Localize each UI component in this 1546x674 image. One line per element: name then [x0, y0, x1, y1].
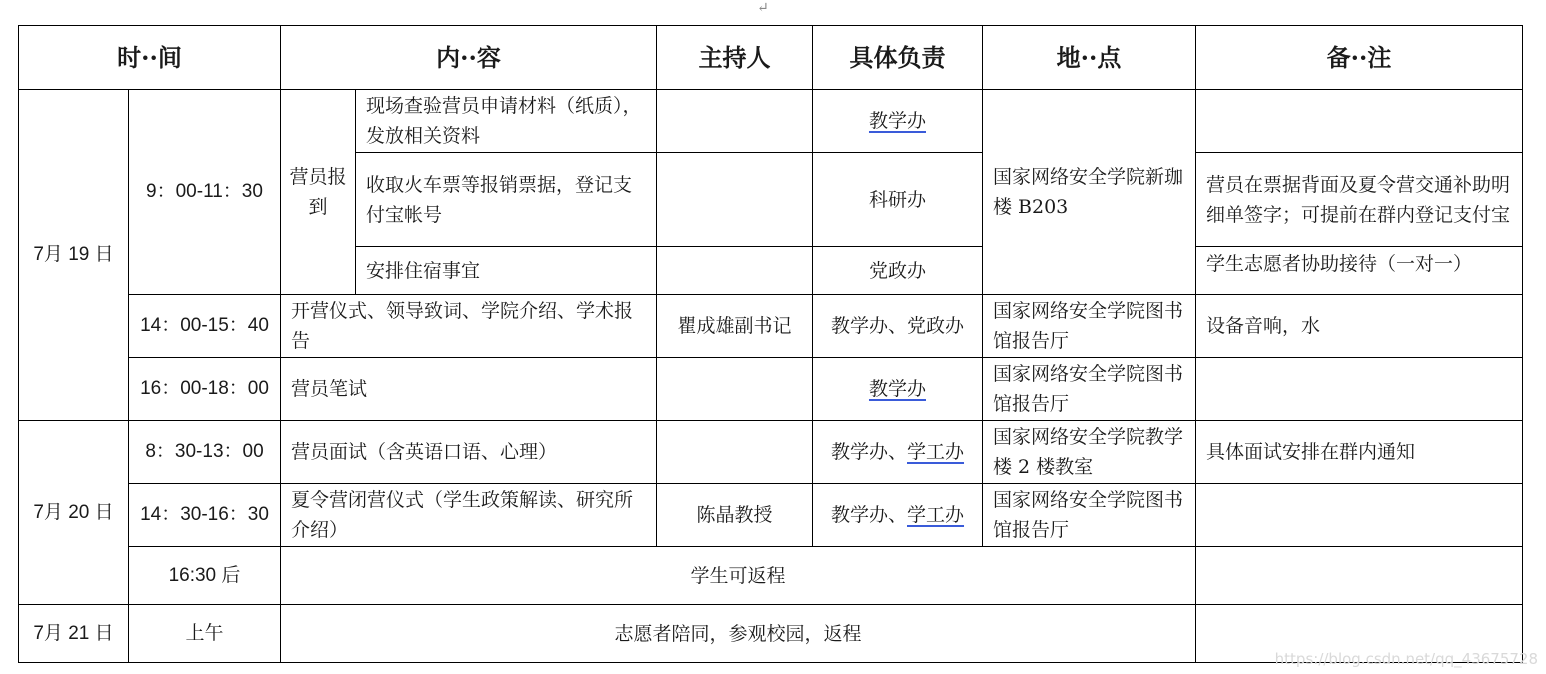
responsible-cell: 科研办: [813, 153, 983, 247]
note-cell: [1196, 358, 1523, 421]
host-cell: 瞿成雄副书记: [657, 295, 813, 358]
table-row: [19, 421, 1523, 484]
watermark: https://blog.csdn.net/qq_43675728: [1274, 650, 1538, 668]
header-time: 时··间: [19, 26, 281, 90]
note-cell: [1196, 484, 1523, 547]
date-cell-jul21: 7月 21 日: [19, 605, 129, 663]
responsible-text: 教学办、: [830, 504, 907, 526]
table-row: [19, 547, 1523, 605]
content-cell: 学生可返程: [281, 547, 1196, 605]
header-content: 内··容: [281, 26, 657, 90]
responsible-text: 教学办、: [830, 441, 907, 463]
location-cell: 国家网络安全学院图书馆报告厅: [983, 295, 1196, 358]
responsible-cell: [813, 90, 983, 153]
host-cell: [657, 247, 813, 295]
responsible-cell: [813, 421, 983, 484]
location-cell: 国家网络安全学院图书馆报告厅: [983, 358, 1196, 421]
content-cell: 志愿者陪同，参观校园，返程: [281, 605, 1196, 663]
header-notes: 备··注: [1196, 26, 1523, 90]
note-cell: 学生志愿者协助接待（一对一）: [1196, 247, 1523, 295]
table-row: [19, 90, 1523, 153]
responsible-text-underlined: 学工办: [907, 441, 965, 463]
registration-group-cell: 营员报到: [281, 90, 356, 295]
host-cell: [657, 358, 813, 421]
location-cell: 国家网络安全学院新珈楼 B203: [983, 90, 1196, 295]
time-cell: 上午: [129, 605, 281, 663]
content-cell: 夏令营闭营仪式（学生政策解读、研究所介绍）: [281, 484, 657, 547]
time-cell: 16:30 后: [129, 547, 281, 605]
time-cell: 14：00-15：40: [129, 295, 281, 358]
note-cell: [1196, 547, 1523, 605]
responsible-text: 教学办: [868, 110, 926, 132]
time-cell: 14：30-16：30: [129, 484, 281, 547]
responsible-cell: [813, 358, 983, 421]
responsible-text: 教学办: [868, 378, 926, 400]
location-cell: 国家网络安全学院教学楼 2 楼教室: [983, 421, 1196, 484]
time-cell: 9：00-11：30: [129, 90, 281, 295]
host-cell: 陈晶教授: [657, 484, 813, 547]
responsible-cell: 教学办、党政办: [813, 295, 983, 358]
content-cell: 营员笔试: [281, 358, 657, 421]
note-cell: 具体面试安排在群内通知: [1196, 421, 1523, 484]
responsible-text-underlined: 学工办: [907, 504, 965, 526]
note-cell: 设备音响，水: [1196, 295, 1523, 358]
time-cell: 16：00-18：00: [129, 358, 281, 421]
host-cell: [657, 90, 813, 153]
header-row: [19, 26, 1523, 90]
schedule-table: [18, 25, 1523, 663]
content-cell: 收取火车票等报销票据，登记支付宝帐号: [356, 153, 657, 247]
date-cell-jul19: 7月 19 日: [19, 90, 129, 421]
responsible-cell: [813, 484, 983, 547]
header-location: 地··点: [983, 26, 1196, 90]
table-row: [19, 358, 1523, 421]
content-cell: 营员面试（含英语口语、心理）: [281, 421, 657, 484]
table-row: [19, 295, 1523, 358]
note-cell: [1196, 90, 1523, 153]
paragraph-mark: ↵: [757, 0, 769, 16]
content-cell: 开营仪式、领导致词、学院介绍、学术报告: [281, 295, 657, 358]
location-cell: 国家网络安全学院图书馆报告厅: [983, 484, 1196, 547]
responsible-cell: 党政办: [813, 247, 983, 295]
date-cell-jul20: 7月 20 日: [19, 421, 129, 605]
header-responsible: 具体负责: [813, 26, 983, 90]
table-row: [19, 484, 1523, 547]
content-cell: 安排住宿事宜: [356, 247, 657, 295]
content-cell: 现场查验营员申请材料（纸质），发放相关资料: [356, 90, 657, 153]
time-cell: 8：30-13：00: [129, 421, 281, 484]
host-cell: [657, 421, 813, 484]
header-host: 主持人: [657, 26, 813, 90]
note-cell: 营员在票据背面及夏令营交通补助明细单签字；可提前在群内登记支付宝: [1196, 153, 1523, 247]
host-cell: [657, 153, 813, 247]
